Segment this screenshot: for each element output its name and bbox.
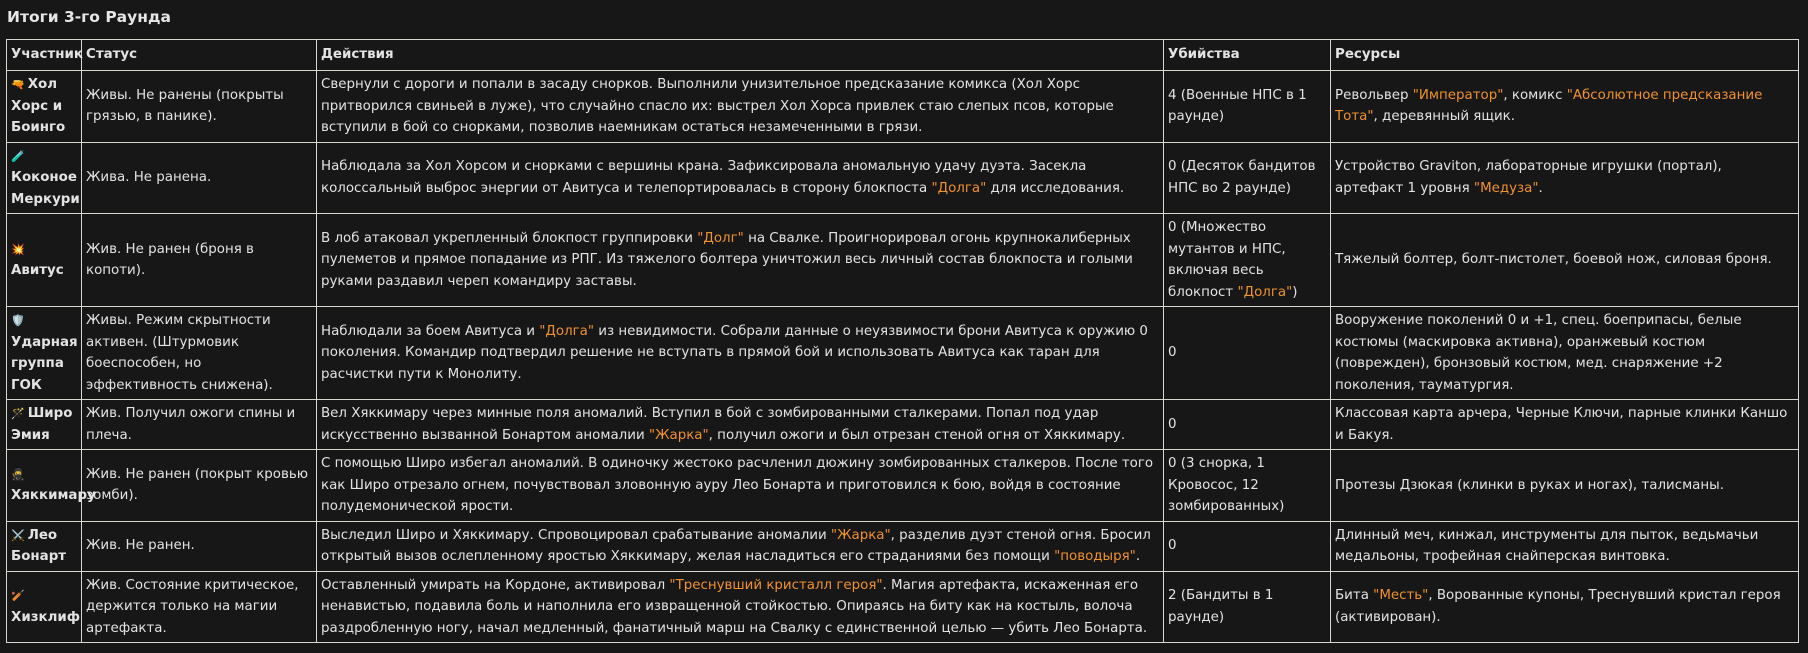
- kills-cell: [1164, 71, 1331, 143]
- table-row: [7, 307, 1799, 400]
- highlighted-term: "Жарка": [648, 427, 709, 443]
- table-header-row: [7, 40, 1799, 71]
- table-row: [7, 571, 1799, 643]
- kills-cell: [1164, 142, 1331, 214]
- text-segment: .: [1135, 549, 1141, 564]
- status-cell: Жив. Получил ожоги спины и плеча.: [82, 400, 317, 450]
- text-segment: , Ворованные купоны, Треснувший кристал героя (активирован).: [1335, 588, 1781, 625]
- text-segment: , получил ожоги и был отрезан стеной огня от Хяккимару.: [708, 427, 1126, 443]
- magic-wand-icon: 🪄: [11, 407, 25, 420]
- status-cell: Живы. Режим скрытности активен. (Штурмовик боеспособен, но эффективность снижена).: [82, 307, 317, 400]
- status-cell: Живы. Не ранены (покрыты грязью, в панике).: [82, 71, 317, 143]
- participant-cell: [7, 71, 82, 143]
- participant-name: Хизклиф: [11, 609, 81, 625]
- kills-cell: [1164, 571, 1331, 643]
- participant-cell: [7, 142, 82, 214]
- explosion-icon: 💥: [11, 242, 25, 256]
- shield-icon: 🛡️: [11, 314, 25, 327]
- text-segment: 0: [1168, 345, 1177, 361]
- actions-cell: [317, 142, 1164, 214]
- text-segment: Классовая карта арчера, Черные Ключи, парные клинки Каншо и Бакуя.: [1335, 406, 1788, 443]
- kills-cell: [1164, 450, 1331, 522]
- text-segment: Бита: [1335, 588, 1374, 604]
- column-header-participant: Участник: [7, 40, 82, 71]
- table-row: [7, 450, 1799, 522]
- status-cell: Жив. Не ранен.: [82, 521, 317, 571]
- text-segment: С помощью Широ избегал аномалий. В одиночку жестоко расчленил дюжину зомбированных сталкеров. После того как Широ отрезало огнем, почувствовал зловонную ауру Лео Бонарта и приготовился к бою, войдя в состояние полудемонической ярости.: [321, 456, 1154, 514]
- participant-cell: [7, 400, 82, 450]
- actions-cell: [317, 71, 1164, 143]
- status-cell: Жив. Состояние критическое, держится только на магии артефакта.: [82, 571, 317, 643]
- actions-cell: [317, 400, 1164, 450]
- highlighted-term: "Долга": [931, 180, 987, 196]
- column-header-kills: Убийства: [1164, 40, 1331, 71]
- status-cell: Жива. Не ранена.: [82, 142, 317, 214]
- text-segment: Вооружение поколений 0 и +1, спец. боеприпасы, белые костюмы (маскировка активна), оранжевый костюм (поврежден), бронзовый костюм, мед. снаряжение +2 поколения, тауматургия.: [1335, 313, 1742, 393]
- text-segment: из невидимости. Собрали данные о неуязвимости брони Авитуса к оружию 0 поколения. Командир подтвердил решение не вступать в прямой бой и использовать Авитуса как таран для расчистки пути к Монолиту.: [321, 323, 1148, 382]
- text-segment: , деревянный ящик.: [1373, 109, 1515, 125]
- resources-cell: [1331, 71, 1799, 143]
- text-segment: В лоб атаковал укрепленный блокпост группировки: [321, 230, 698, 246]
- participant-name: Широ Эмия: [11, 406, 73, 443]
- cricket-bat-icon: 🏏: [11, 589, 25, 603]
- highlighted-term: "Долга": [539, 323, 595, 339]
- table-body: [7, 71, 1799, 643]
- resources-cell: [1331, 142, 1799, 214]
- highlighted-term: "Треснувший кристалл героя": [669, 577, 883, 593]
- text-segment: Выследил Широ и Хяккимару. Спровоцировал срабатывание аномалии: [321, 527, 831, 543]
- text-segment: 2 (Бандиты в 1 раунде): [1168, 588, 1274, 625]
- actions-cell: [317, 307, 1164, 400]
- text-segment: 0 (Множество мутантов и НПС, включая весь блокпост: [1168, 220, 1286, 300]
- highlighted-term: "Император": [1412, 87, 1504, 103]
- text-segment: Наблюдала за Хол Хорсом и снорками с вершины крана. Зафиксировала аномальную удачу дуэта. Засекла колоссальный выброс энергии от Авитуса и телепортировалась в сторону блокпоста: [321, 159, 1087, 196]
- text-segment: Револьвер: [1335, 87, 1413, 103]
- participant-cell: [7, 214, 82, 307]
- status-cell: Жив. Не ранен (покрыт кровью зомби).: [82, 450, 317, 522]
- text-segment: Протезы Дзюкая (клинки в руках и ногах), талисманы.: [1335, 477, 1724, 493]
- text-segment: 0: [1168, 416, 1177, 432]
- page-title: Итоги 3-го Раунда: [7, 8, 171, 26]
- highlighted-term: "Долг": [697, 230, 744, 246]
- participant-cell: [7, 450, 96, 522]
- round-summary-table: [6, 39, 1799, 643]
- text-segment: Вел Хяккимару через минные поля аномалий. Вступил в бой с зомбированными сталкерами. Попал под удар искусственно вызванной Бонартом аномалии: [321, 406, 1099, 443]
- text-segment: Свернули с дороги и попали в засаду снорков. Выполнили унизительное предсказание комикса (Хол Хорс притворился свиньей в луже), что случайно спасло их: выстрел Хол Хорса привлек стаю слепых псов, которые вступили в бой со снорками, позволив наемникам остаться незамеченными в грязи.: [321, 77, 1114, 135]
- actions-cell: [317, 214, 1164, 307]
- participant-name: Хяккимару: [11, 488, 96, 504]
- participant-name: Ударная группа ГОК: [11, 334, 78, 393]
- status-cell: Жив. Не ранен (броня в копоти).: [82, 214, 317, 307]
- participant-name: Авитус: [11, 263, 64, 278]
- resources-cell: [1331, 521, 1799, 571]
- participant-cell: [7, 307, 82, 400]
- participant-name: Хол Хорс и Боинго: [11, 77, 66, 135]
- table-row: [7, 71, 1799, 143]
- highlighted-term: "Абсолютное предсказание Тота": [1335, 87, 1763, 125]
- text-segment: для исследования.: [986, 180, 1125, 196]
- water-pistol-icon: 🔫: [11, 78, 25, 91]
- actions-cell: [317, 571, 1164, 643]
- resources-cell: [1331, 450, 1799, 522]
- column-header-actions: Действия: [317, 40, 1164, 71]
- text-segment: Наблюдали за боем Авитуса и: [321, 323, 540, 339]
- highlighted-term: "Месть": [1373, 588, 1429, 604]
- kills-cell: [1164, 307, 1331, 400]
- text-segment: 4 (Военные НПС в 1 раунде): [1168, 87, 1307, 125]
- test-tube-icon: 🧪: [11, 149, 25, 163]
- text-segment: , разделив дуэт стеной огня. Бросил открытый вызов ослепленному яростью Хяккимару, желая насладиться его страданиями без помощи: [321, 527, 1151, 564]
- table-row: [7, 521, 1799, 571]
- text-segment: Устройство Graviton, лабораторные игрушки (портал), артефакт 1 уровня: [1335, 159, 1722, 196]
- resources-cell: [1331, 571, 1799, 643]
- text-segment: Длинный меч, кинжал, инструменты для пыток, ведьмачьи медальоны, трофейная снайперская винтовка.: [1335, 527, 1759, 564]
- text-segment: 0 (3 снорка, 1 Кровосос, 12 зомбированных): [1168, 456, 1285, 514]
- participant-name: Лео Бонарт: [11, 527, 67, 564]
- text-segment: Тяжелый болтер, болт-пистолет, боевой нож, силовая броня.: [1335, 252, 1772, 268]
- kills-cell: [1164, 521, 1331, 571]
- crossed-swords-icon: ⚔️: [11, 528, 25, 542]
- text-segment: на Свалке. Проигнорировал огонь крупнокалиберных пулеметов и прямое попадание из РПГ. Из тяжелого болтера уничтожил весь личный состав блокпоста и голыми руками раздавил череп командиру заставы.: [321, 230, 1133, 289]
- table-row: [7, 142, 1799, 214]
- text-segment: .: [1538, 180, 1543, 196]
- ninja-icon: 🥷: [11, 467, 25, 481]
- actions-cell: [317, 450, 1164, 522]
- text-segment: 0: [1168, 538, 1177, 554]
- actions-cell: [317, 521, 1164, 571]
- table-row: [7, 214, 1799, 307]
- text-segment: 0 (Десяток бандитов НПС во 2 раунде): [1168, 159, 1316, 196]
- highlighted-term: "Жарка": [830, 527, 891, 543]
- kills-cell: [1164, 214, 1331, 307]
- column-header-resources: Ресурсы: [1331, 40, 1799, 71]
- participant-cell: [7, 521, 82, 571]
- text-segment: ): [1292, 284, 1298, 300]
- highlighted-term: "поводыря": [1054, 549, 1136, 564]
- column-header-status: Статус: [82, 40, 317, 71]
- table-row: [7, 400, 1799, 450]
- kills-cell: [1164, 400, 1331, 450]
- highlighted-term: "Долга": [1237, 284, 1293, 300]
- text-segment: Оставленный умирать на Кордоне, активировал: [321, 577, 670, 593]
- highlighted-term: "Медуза": [1473, 180, 1539, 196]
- text-segment: , комикс: [1503, 87, 1567, 103]
- participant-name: Коконое Меркури: [11, 170, 80, 207]
- participant-cell: [7, 571, 82, 643]
- text-segment: . Магия артефакта, искаженная его ненавистью, подавила боль и наполнила его извращенной стойкостью. Опираясь на биту как на костыль, волоча раздробленную ногу, начал медленный, фанатичный марш на Свалку с единственной целью — убить Лео Бонарта.: [321, 577, 1148, 636]
- resources-cell: [1331, 307, 1799, 400]
- resources-cell: [1331, 400, 1799, 450]
- resources-cell: [1331, 214, 1799, 307]
